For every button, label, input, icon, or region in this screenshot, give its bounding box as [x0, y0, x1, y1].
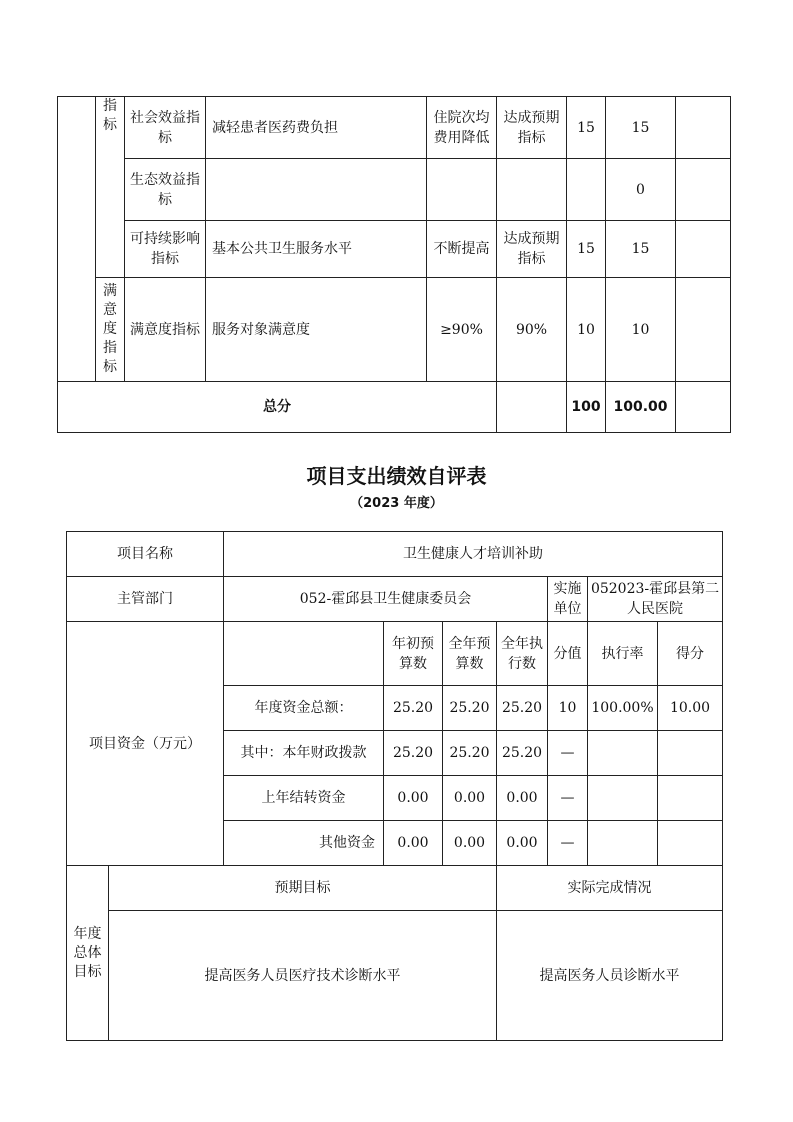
- header-score: 得分: [658, 622, 723, 686]
- fund-name: 其他资金: [224, 821, 384, 866]
- target-value: ≥90%: [427, 278, 497, 382]
- empty-cell: [676, 221, 731, 278]
- indicator-content: [206, 159, 427, 221]
- header-rate: 执行率: [588, 622, 658, 686]
- fund-annual: 0.00: [443, 776, 497, 821]
- project-name: 卫生健康人才培训补助: [224, 532, 723, 577]
- fund-initial: 0.00: [384, 821, 443, 866]
- empty-cell: [676, 382, 731, 433]
- fund-name: 上年结转资金: [224, 776, 384, 821]
- indicator-name: 生态效益指标: [125, 159, 206, 221]
- table-row: [58, 97, 731, 159]
- table-row: [58, 221, 731, 278]
- total-weight: 100: [567, 382, 606, 433]
- actual-value: [497, 159, 567, 221]
- goals-row: [67, 911, 723, 1041]
- funds-header-row: [67, 622, 723, 686]
- fund-rate: [588, 821, 658, 866]
- indicator-content: 减轻患者医药费负担: [206, 97, 427, 159]
- fund-executed: 25.20: [497, 731, 548, 776]
- fund-score: [658, 731, 723, 776]
- fund-rate: [588, 731, 658, 776]
- page-subtitle: （2023 年度）: [350, 496, 443, 511]
- self-evaluation-table: [66, 531, 723, 1041]
- fund-annual: 25.20: [443, 686, 497, 731]
- fund-score: 10.00: [658, 686, 723, 731]
- expected-header: 预期目标: [109, 866, 497, 911]
- header-weight: 分值: [548, 622, 588, 686]
- actual-value: 达成预期指标: [497, 97, 567, 159]
- performance-indicator-table: [57, 96, 731, 433]
- fund-weight: 10: [548, 686, 588, 731]
- actual-value: 达成预期指标: [497, 221, 567, 278]
- total-row: [58, 382, 731, 433]
- dept-value: 052-霍邱县卫生健康委员会: [224, 577, 548, 622]
- empty-cell: [58, 97, 96, 382]
- funds-label: 项目资金（万元）: [67, 622, 224, 866]
- total-score: 100.00: [606, 382, 676, 433]
- fund-weight: —: [548, 776, 588, 821]
- expected-goal: 提高医务人员医疗技术诊断水平: [109, 911, 497, 1041]
- target-value: 不断提高: [427, 221, 497, 278]
- empty-cell: [676, 278, 731, 382]
- total-label: 总分: [58, 382, 497, 433]
- fund-annual: 25.20: [443, 731, 497, 776]
- category-cell: 满意度指标: [96, 278, 125, 382]
- indicator-name: 满意度指标: [125, 278, 206, 382]
- indicator-content: 服务对象满意度: [206, 278, 427, 382]
- fund-executed: 25.20: [497, 686, 548, 731]
- score-value: 0: [606, 159, 676, 221]
- fund-initial: 0.00: [384, 776, 443, 821]
- score-value: 15: [606, 97, 676, 159]
- empty-cell: [497, 382, 567, 433]
- fund-weight: —: [548, 731, 588, 776]
- fund-annual: 0.00: [443, 821, 497, 866]
- impl-value: 052023-霍邱县第二人民医院: [588, 577, 723, 622]
- target-value: [427, 159, 497, 221]
- project-name-label: 项目名称: [67, 532, 224, 577]
- table-row: [67, 577, 723, 622]
- indicator-name: 社会效益指标: [125, 97, 206, 159]
- header-executed: 全年执行数: [497, 622, 548, 686]
- empty-cell: [676, 159, 731, 221]
- fund-name: 年度资金总额：: [224, 686, 384, 731]
- empty-cell: [676, 97, 731, 159]
- goals-label: 年度总体目标: [67, 866, 109, 1041]
- header-annual: 全年预算数: [443, 622, 497, 686]
- indicator-name: 可持续影响指标: [125, 221, 206, 278]
- fund-weight: —: [548, 821, 588, 866]
- fund-executed: 0.00: [497, 776, 548, 821]
- category-cell: 指标: [96, 97, 125, 278]
- actual-value: 90%: [497, 278, 567, 382]
- fund-rate: 100.00%: [588, 686, 658, 731]
- table-row: [58, 159, 731, 221]
- weight-value: [567, 159, 606, 221]
- fund-score: [658, 821, 723, 866]
- score-value: 10: [606, 278, 676, 382]
- weight-value: 10: [567, 278, 606, 382]
- indicator-content: 基本公共卫生服务水平: [206, 221, 427, 278]
- fund-name: 其中：本年财政拨款: [224, 731, 384, 776]
- fund-score: [658, 776, 723, 821]
- fund-initial: 25.20: [384, 731, 443, 776]
- table-row: [58, 278, 731, 382]
- page-title: 项目支出绩效自评表: [306, 464, 487, 488]
- goals-header-row: [67, 866, 723, 911]
- fund-initial: 25.20: [384, 686, 443, 731]
- dept-label: 主管部门: [67, 577, 224, 622]
- actual-result: 提高医务人员诊断水平: [497, 911, 723, 1041]
- fund-rate: [588, 776, 658, 821]
- impl-label: 实施单位: [548, 577, 588, 622]
- score-value: 15: [606, 221, 676, 278]
- header-initial: 年初预算数: [384, 622, 443, 686]
- empty-cell: [224, 622, 384, 686]
- target-value: 住院次均费用降低: [427, 97, 497, 159]
- fund-executed: 0.00: [497, 821, 548, 866]
- table-row: [67, 532, 723, 577]
- actual-header: 实际完成情况: [497, 866, 723, 911]
- weight-value: 15: [567, 221, 606, 278]
- weight-value: 15: [567, 97, 606, 159]
